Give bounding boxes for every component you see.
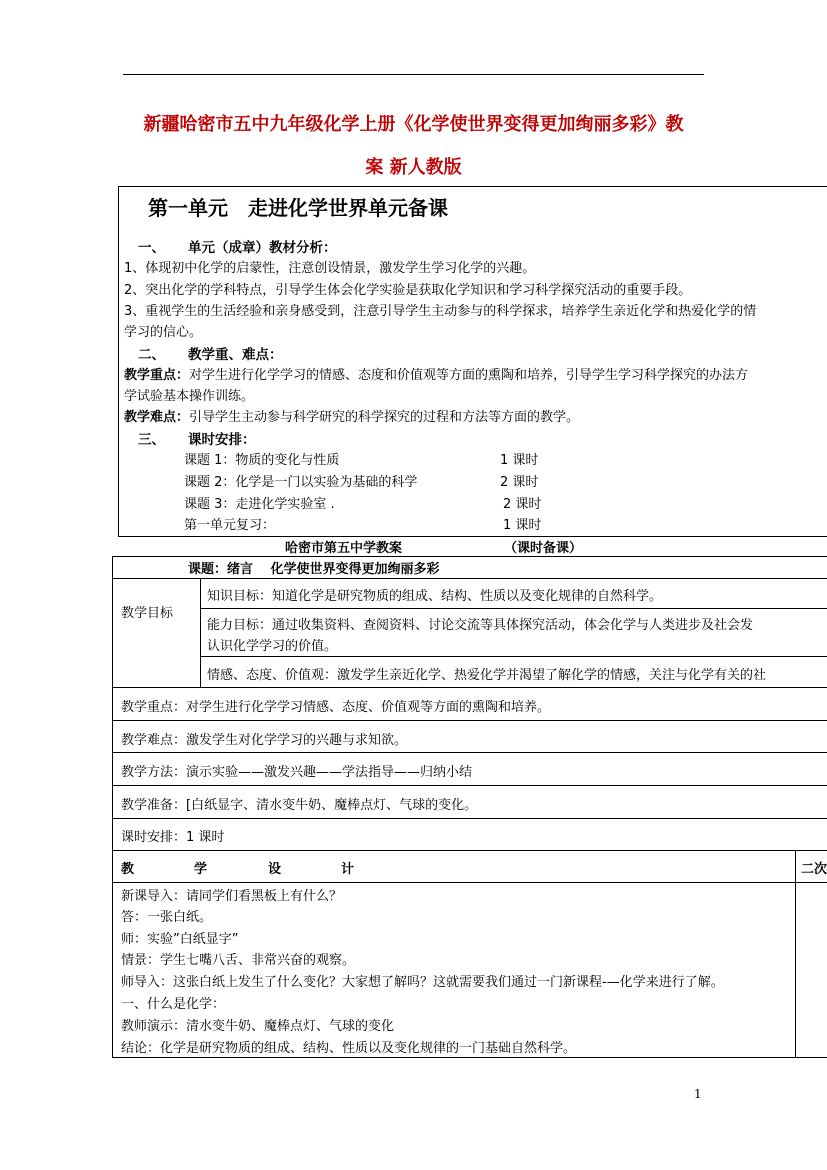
design-line: 答：一张白纸。 [121,910,213,925]
design-line: 师导入：这张白纸上发生了什么变化？大家想了解吗？这就需要我们通过一门新课程-—化学来进行了解。 [121,975,724,990]
design-header-char-3: 设 [268,862,282,877]
section-2-number: 二、 [138,347,165,363]
lesson-key-point: 教学重点：对学生进行化学学习情感、态度、价值观等方面的熏陶和培养。 [121,700,551,715]
header-rule [123,74,704,75]
document-title-line-1: 新疆哈密市五中九年级化学上册《化学使世界变得更加绚丽多彩》教 [143,114,684,135]
goal-ability-line-1: 能力目标：通过收集资料、查阅资料、讨论交流等具体探究活动，体会化学与人类进步及社会发 [207,618,754,633]
design-header-char-2: 学 [194,862,208,877]
row-divider [112,752,827,753]
schedule-topic-3: 课题 3：走进化学实验室 . [184,497,335,512]
row-divider [112,818,827,819]
analysis-item-3: 3、重视学生的生活经验和亲身感受到，注意引导学生主动参与的科学探求，培养学生亲近化学和热爱化学的情 [124,304,757,319]
design-line: 教师演示：清水变牛奶、魔棒点灯、气球的变化 [121,1019,395,1034]
schedule-hours-3: 2 课时 [503,497,542,512]
design-line: 一、什么是化学： [121,997,226,1012]
row-divider [112,720,827,721]
section-1-number: 一、 [138,240,165,256]
section-3-heading: 课时安排： [188,432,256,448]
table-left-border [112,556,113,1058]
row-divider [112,578,827,579]
lesson-title: 课题：绪言 化学使世界变得更加绚丽多彩 [188,562,440,577]
row-divider [112,785,827,786]
row-divider [200,608,827,609]
goals-column-divider [200,578,201,687]
analysis-item-3-cont: 学习的信心。 [124,325,203,340]
schedule-hours-2: 2 课时 [500,475,539,490]
key-point-line-2: 学试验基本操作训练。 [124,389,255,404]
goal-ability-line-2: 认识化学学习的价值。 [207,639,338,654]
lesson-hours: 课时安排：1 课时 [121,830,225,845]
row-divider [200,656,827,657]
schedule-topic-4: 第一单元复习： [184,518,276,533]
lesson-difficulty: 教学难点：激发学生对化学学习的兴趣与求知欲。 [121,733,408,748]
section-3-number: 三、 [138,432,165,448]
teaching-preparation: 教学准备：[白纸显字、清水变牛奶、魔棒点灯、气球的变化。 [121,798,478,813]
key-point-label: 教学重点： [124,368,190,383]
unit-title: 第一单元 走进化学世界单元备课 [148,196,448,220]
row-divider [112,882,827,883]
table-top-border [112,556,827,557]
section-1-heading: 单元（成章）教材分析： [188,240,337,256]
design-line: 结论：化学是研究物质的组成、结构、性质以及变化规律的一门基础自然科学。 [121,1041,577,1056]
design-header-char-4: 计 [341,862,355,877]
secondary-column-divider [795,850,796,1057]
table-bottom-border [112,1057,827,1058]
section-2-heading: 教学重、难点： [188,347,283,363]
design-line: 师：实验”白纸显字” [121,932,239,947]
teaching-method: 教学方法：演示实验——激发兴趣——学法指导——归纳小结 [121,765,473,780]
design-header-char-1: 教 [121,862,135,877]
schedule-hours-1: 1 课时 [500,453,539,468]
key-point-line-1 [124,364,748,383]
plan-type-header: （课时备课） [504,541,583,556]
secondary-prep-header: 二次 [801,862,827,877]
goal-knowledge: 知识目标：知道化学是研究物质的组成、结构、性质以及变化规律的自然科学。 [207,589,663,604]
difficulty-label: 教学难点： [124,410,190,425]
analysis-item-1: 1、体现初中化学的启蒙性，注意创设情景，激发学生学习化学的兴趣。 [124,261,536,276]
schedule-topic-2: 课题 2：化学是一门以实验为基础的科学 [184,475,418,490]
schedule-hours-4: 1 课时 [503,518,542,533]
design-line: 新课导入：请同学们看黑板上有什么？ [121,889,343,904]
difficulty-line [124,406,579,425]
row-divider [112,850,827,851]
analysis-item-2: 2、突出化学的学科特点，引导学生体会化学实验是获取化学知识和学习科学探究活动的重要手段。 [124,283,692,298]
design-line: 情景：学生七嘴八舌、非常兴奋的观察。 [121,953,356,968]
schedule-topic-1: 课题 1：物质的变化与性质 [184,453,340,468]
page-number: 1 [694,1087,702,1101]
difficulty-text: 引导学生主动参与科学研究的科学探究的过程和方法等方面的教学。 [189,410,580,425]
teaching-goals-label: 教学目标 [121,606,174,621]
school-plan-header: 哈密市第五中学教案 [285,541,403,556]
row-divider [112,687,827,688]
document-title-line-2: 案 新人教版 [365,157,462,178]
key-point-text: 对学生进行化学学习的情感、态度和价值观等方面的熏陶和培养，引导学生学习科学探究的办法方 [189,368,749,383]
goal-emotion: 情感、态度、价值观：激发学生亲近化学、热爱化学并渴望了解化学的情感，关注与化学有关的社 [207,668,767,683]
